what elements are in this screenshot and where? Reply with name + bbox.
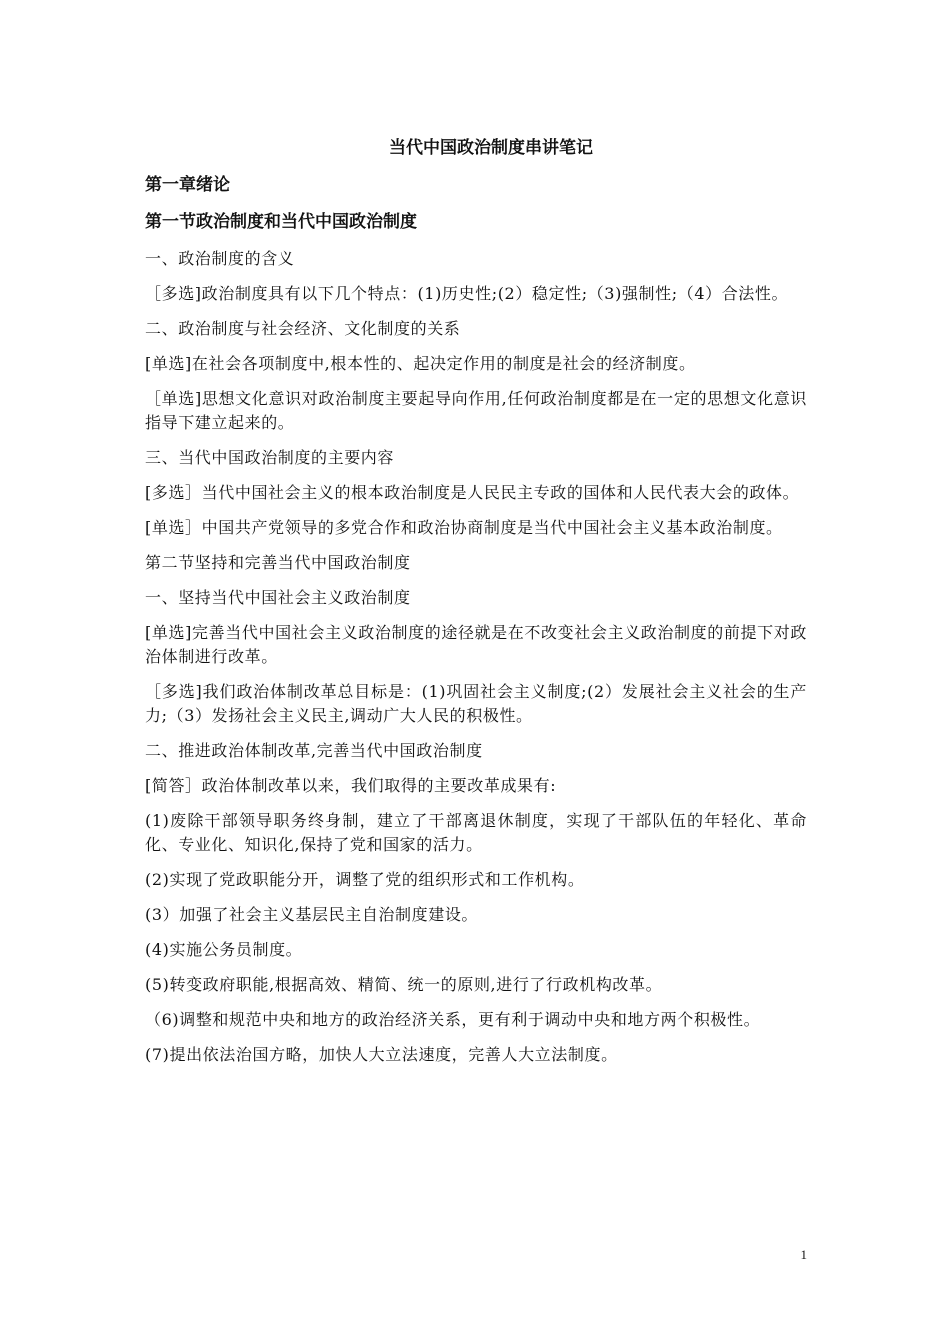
paragraph: ［多选]政治制度具有以下几个特点：(1)历史性;(2）稳定性;（3)强制性;（4）合法性。 bbox=[145, 284, 789, 303]
paragraph: (7)提出依法治国方略，加快人大立法速度，完善人大立法制度。 bbox=[145, 1045, 618, 1064]
paragraph: 一、坚持当代中国社会主义政治制度 bbox=[145, 588, 411, 607]
page-number: 1 bbox=[800, 1247, 807, 1262]
paragraph: (4)实施公务员制度。 bbox=[145, 940, 303, 959]
paragraph: [单选]完善当代中国社会主义政治制度的途径就是在不改变社会主义政治制度的前提下对政治体制进行改革。 bbox=[145, 623, 807, 666]
paragraph: 三、当代中国政治制度的主要内容 bbox=[145, 448, 395, 467]
paragraph: (3）加强了社会主义基层民主自治制度建设。 bbox=[145, 905, 479, 924]
paragraph: 一、政治制度的含义 bbox=[145, 249, 295, 268]
paragraph: （6)调整和规范中央和地方的政治经济关系，更有利于调动中央和地方两个积极性。 bbox=[145, 1010, 761, 1029]
paragraph: (1)废除干部领导职务终身制，建立了干部离退休制度，实现了干部队伍的年轻化、革命化、专业化、知识化,保持了党和国家的活力。 bbox=[145, 811, 807, 854]
paragraph: 二、推进政治体制改革,完善当代中国政治制度 bbox=[145, 741, 483, 760]
paragraph: [多选］当代中国社会主义的根本政治制度是人民民主专政的国体和人民代表大会的政体。 bbox=[145, 483, 800, 502]
document-title: 当代中国政治制度串讲笔记 bbox=[389, 138, 593, 158]
paragraph: [单选]在社会各项制度中,根本性的、起决定作用的制度是社会的经济制度。 bbox=[145, 354, 696, 373]
document-body bbox=[145, 136, 807, 1078]
paragraph: [单选］中国共产党领导的多党合作和政治协商制度是当代中国社会主义基本政治制度。 bbox=[145, 518, 783, 537]
chapter-heading: 第一章绪论 bbox=[145, 175, 230, 195]
paragraph: (2)实现了党政职能分开，调整了党的组织形式和工作机构。 bbox=[145, 870, 585, 889]
paragraph: ［多选]我们政治体制改革总目标是：(1)巩固社会主义制度;(2）发展社会主义社会的生产力;（3）发扬社会主义民主,调动广大人民的积极性。 bbox=[145, 682, 807, 725]
paragraph: 二、政治制度与社会经济、文化制度的关系 bbox=[145, 319, 461, 338]
paragraph: (5)转变政府职能,根据高效、精简、统一的原则,进行了行政机构改革。 bbox=[145, 975, 663, 994]
paragraph: ［单选]思想文化意识对政治制度主要起导向作用,任何政治制度都是在一定的思想文化意识指导下建立起来的。 bbox=[145, 389, 807, 432]
section-heading: 第一节政治制度和当代中国政治制度 bbox=[145, 212, 417, 232]
paragraph: 第二节坚持和完善当代中国政治制度 bbox=[145, 553, 411, 572]
paragraph: [简答］政治体制改革以来，我们取得的主要改革成果有: bbox=[145, 776, 557, 795]
